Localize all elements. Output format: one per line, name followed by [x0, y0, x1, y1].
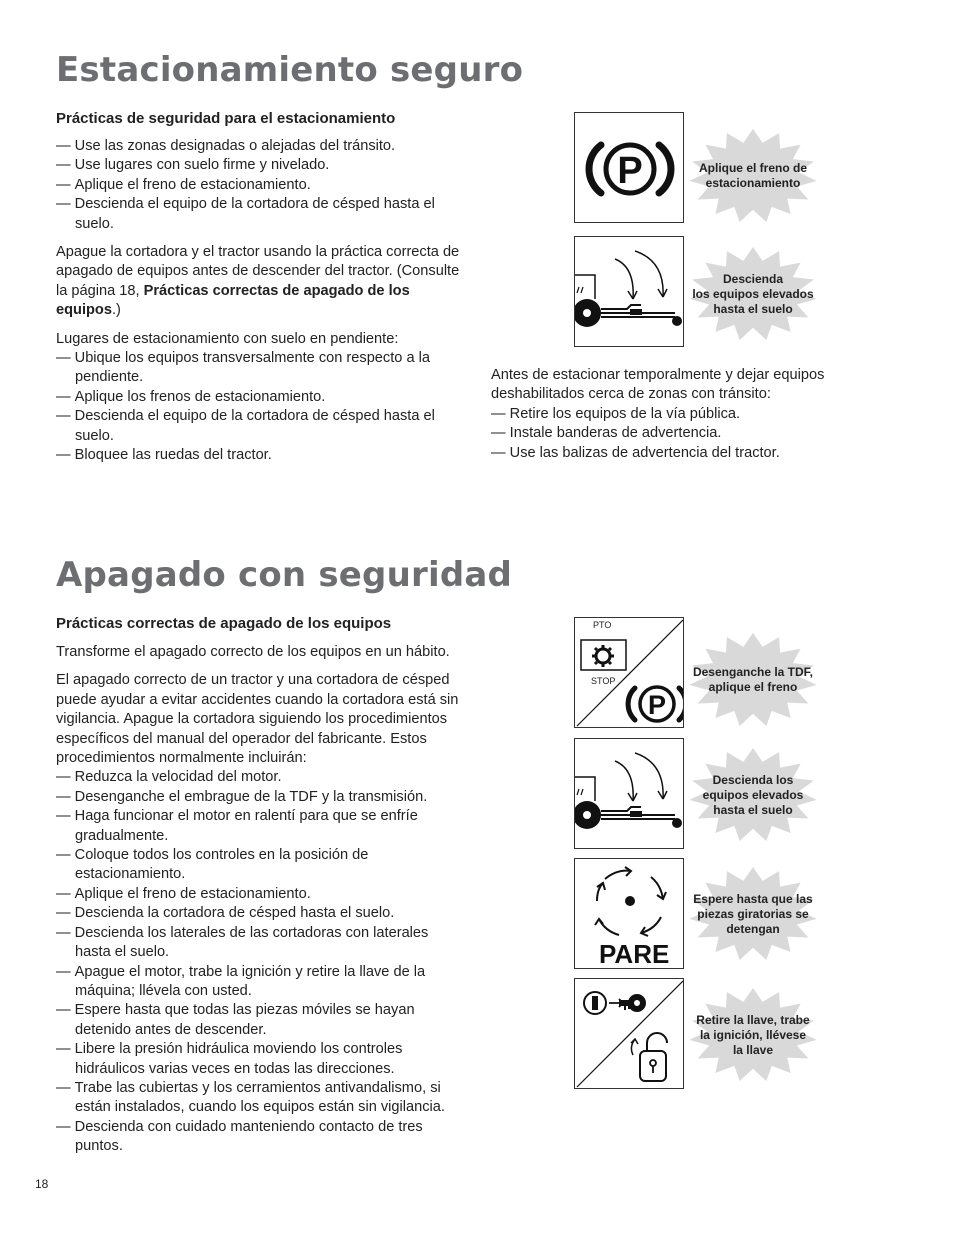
lower-equipment-icon: [575, 739, 684, 849]
lower-equipment-sign: [574, 236, 684, 347]
parking-paragraph-shutdown: [56, 243, 466, 321]
list-item: — Bloquee las ruedas del tractor.: [56, 446, 466, 465]
page-number: 18: [35, 1177, 49, 1191]
list-item: — Libere la presión hidráulica moviendo los controles hidráulicos varias veces en todas las direcciones.: [56, 1040, 468, 1079]
svg-text:P: P: [647, 690, 667, 720]
list-item: — Use las balizas de advertencia del tractor.: [491, 444, 891, 463]
callout-starburst: [688, 747, 818, 843]
callout-starburst: [688, 128, 818, 224]
parking-paragraph-slope: Lugares de estacionamiento con suelo en pendiente:: [56, 330, 399, 347]
list-item: — Descienda el equipo de la cortadora de césped hasta el suelo.: [56, 407, 466, 446]
shutdown-description: El apagado correcto de un tractor y una cortadora de césped puede ayudar a evitar accidentes cuando la cortadora está sin vigilancia. Apague la cortadora siguiendo los procedimientos específicos del manual del operador del fabricante. Estos procedimientos normalmente incluirán:: [56, 672, 459, 767]
paragraph-text: Apague la cortadora y el tractor usando la práctica correcta de apagado de equipos antes de descender del tractor. (Consulte la página 18,: [56, 244, 460, 299]
list-item: — Descienda el equipo de la cortadora de césped hasta el suelo.: [56, 195, 466, 234]
list-item: — Trabe las cubiertas y los cerramientos antivandalismo, si están instalados, cuando los equipos están sin vigilancia.: [56, 1079, 468, 1118]
list-item: — Descienda los laterales de las cortadoras con laterales hasta el suelo.: [56, 924, 468, 963]
callout-starburst: [688, 246, 818, 342]
callout-text: Aplique el freno de estacionamiento: [698, 161, 807, 190]
paragraph-bold-reference: Prácticas correctas de apagado de los equipos: [56, 282, 410, 319]
wait-rotating-parts-sign: [574, 858, 684, 969]
list-item: — Use las zonas designadas o alejadas del tránsito.: [56, 137, 466, 156]
pto-brake-icon: [575, 618, 684, 728]
parking-brake-icon: [575, 113, 684, 223]
stop-text-label: PARE: [599, 939, 670, 969]
callout-starburst: [688, 987, 818, 1083]
section-title-parking: Estacionamiento seguro: [56, 50, 524, 90]
list-item: — Haga funcionar el motor en ralentí para que se enfríe gradualmente.: [56, 807, 468, 846]
parking-list-2: [56, 349, 466, 465]
paragraph-end: .): [111, 302, 121, 319]
stop-label: STOP: [591, 676, 616, 686]
pto-brake-sign: [574, 617, 684, 728]
callout-starburst: [688, 866, 818, 962]
callout-text: Retire la llave, trabe la ignición, llévese la llave: [696, 1012, 810, 1057]
list-item: — Aplique el freno de estacionamiento.: [56, 176, 466, 195]
callout-starburst: [688, 632, 818, 728]
parking-left-column: [56, 137, 466, 475]
list-item: — Apague el motor, trabe la ignición y retire la llave de la máquina; llévela con usted.: [56, 963, 468, 1002]
list-item: — Aplique el freno de estacionamiento.: [56, 885, 468, 904]
key-lock-icon: [575, 979, 684, 1089]
list-item: — Ubique los equipos transversalmente con respecto a la pendiente.: [56, 349, 466, 388]
remove-key-sign: [574, 978, 684, 1089]
section-subtitle-shutdown: Prácticas correctas de apagado de los equipos: [56, 615, 392, 632]
section-title-shutdown: Apagado con seguridad: [56, 555, 513, 595]
list-item: — Aplique los frenos de estacionamiento.: [56, 388, 466, 407]
list-item: — Descienda la cortadora de césped hasta el suelo.: [56, 904, 468, 923]
lower-equipment-sign: [574, 738, 684, 849]
list-item: — Descienda con cuidado manteniendo contacto de tres puntos.: [56, 1118, 468, 1157]
shutdown-procedure-list: [56, 768, 468, 1156]
parking-list-1: [56, 137, 466, 234]
list-item: — Use lugares con suelo firme y nivelado.: [56, 156, 466, 175]
parking-right-paragraph: Antes de estacionar temporalmente y dejar equipos deshabilitados cerca de zonas con tránsito:: [491, 367, 825, 403]
pto-label: PTO: [593, 620, 612, 630]
parking-brake-sign: [574, 112, 684, 223]
list-item: — Desenganche el embrague de la TDF y la transmisión.: [56, 788, 468, 807]
callout-text: Desenganche la TDF, aplique el freno: [692, 665, 814, 694]
list-item: — Reduzca la velocidad del motor.: [56, 768, 468, 787]
callout-text: Descienda los equipos elevados hasta el suelo: [692, 271, 814, 316]
parking-right-column: [491, 366, 891, 472]
shutdown-left-column: [56, 643, 468, 1166]
list-item: — Coloque todos los controles en la posición de estacionamiento.: [56, 846, 468, 885]
svg-text:P: P: [617, 150, 643, 192]
lower-equipment-icon: [575, 237, 684, 347]
shutdown-intro: Transforme el apagado correcto de los equipos en un hábito.: [56, 644, 450, 660]
list-item: — Retire los equipos de la vía pública.: [491, 405, 891, 424]
parking-right-list: [491, 405, 891, 463]
section-subtitle-parking: Prácticas de seguridad para el estacionamiento: [56, 110, 396, 127]
list-item: — Espere hasta que todas las piezas móviles se hayan detenido antes de descender.: [56, 1001, 468, 1040]
list-item: — Instale banderas de advertencia.: [491, 424, 891, 443]
callout-text: Descienda los equipos elevados hasta el suelo: [702, 772, 804, 817]
callout-text: Espere hasta que las piezas giratorias se detengan: [693, 891, 813, 936]
